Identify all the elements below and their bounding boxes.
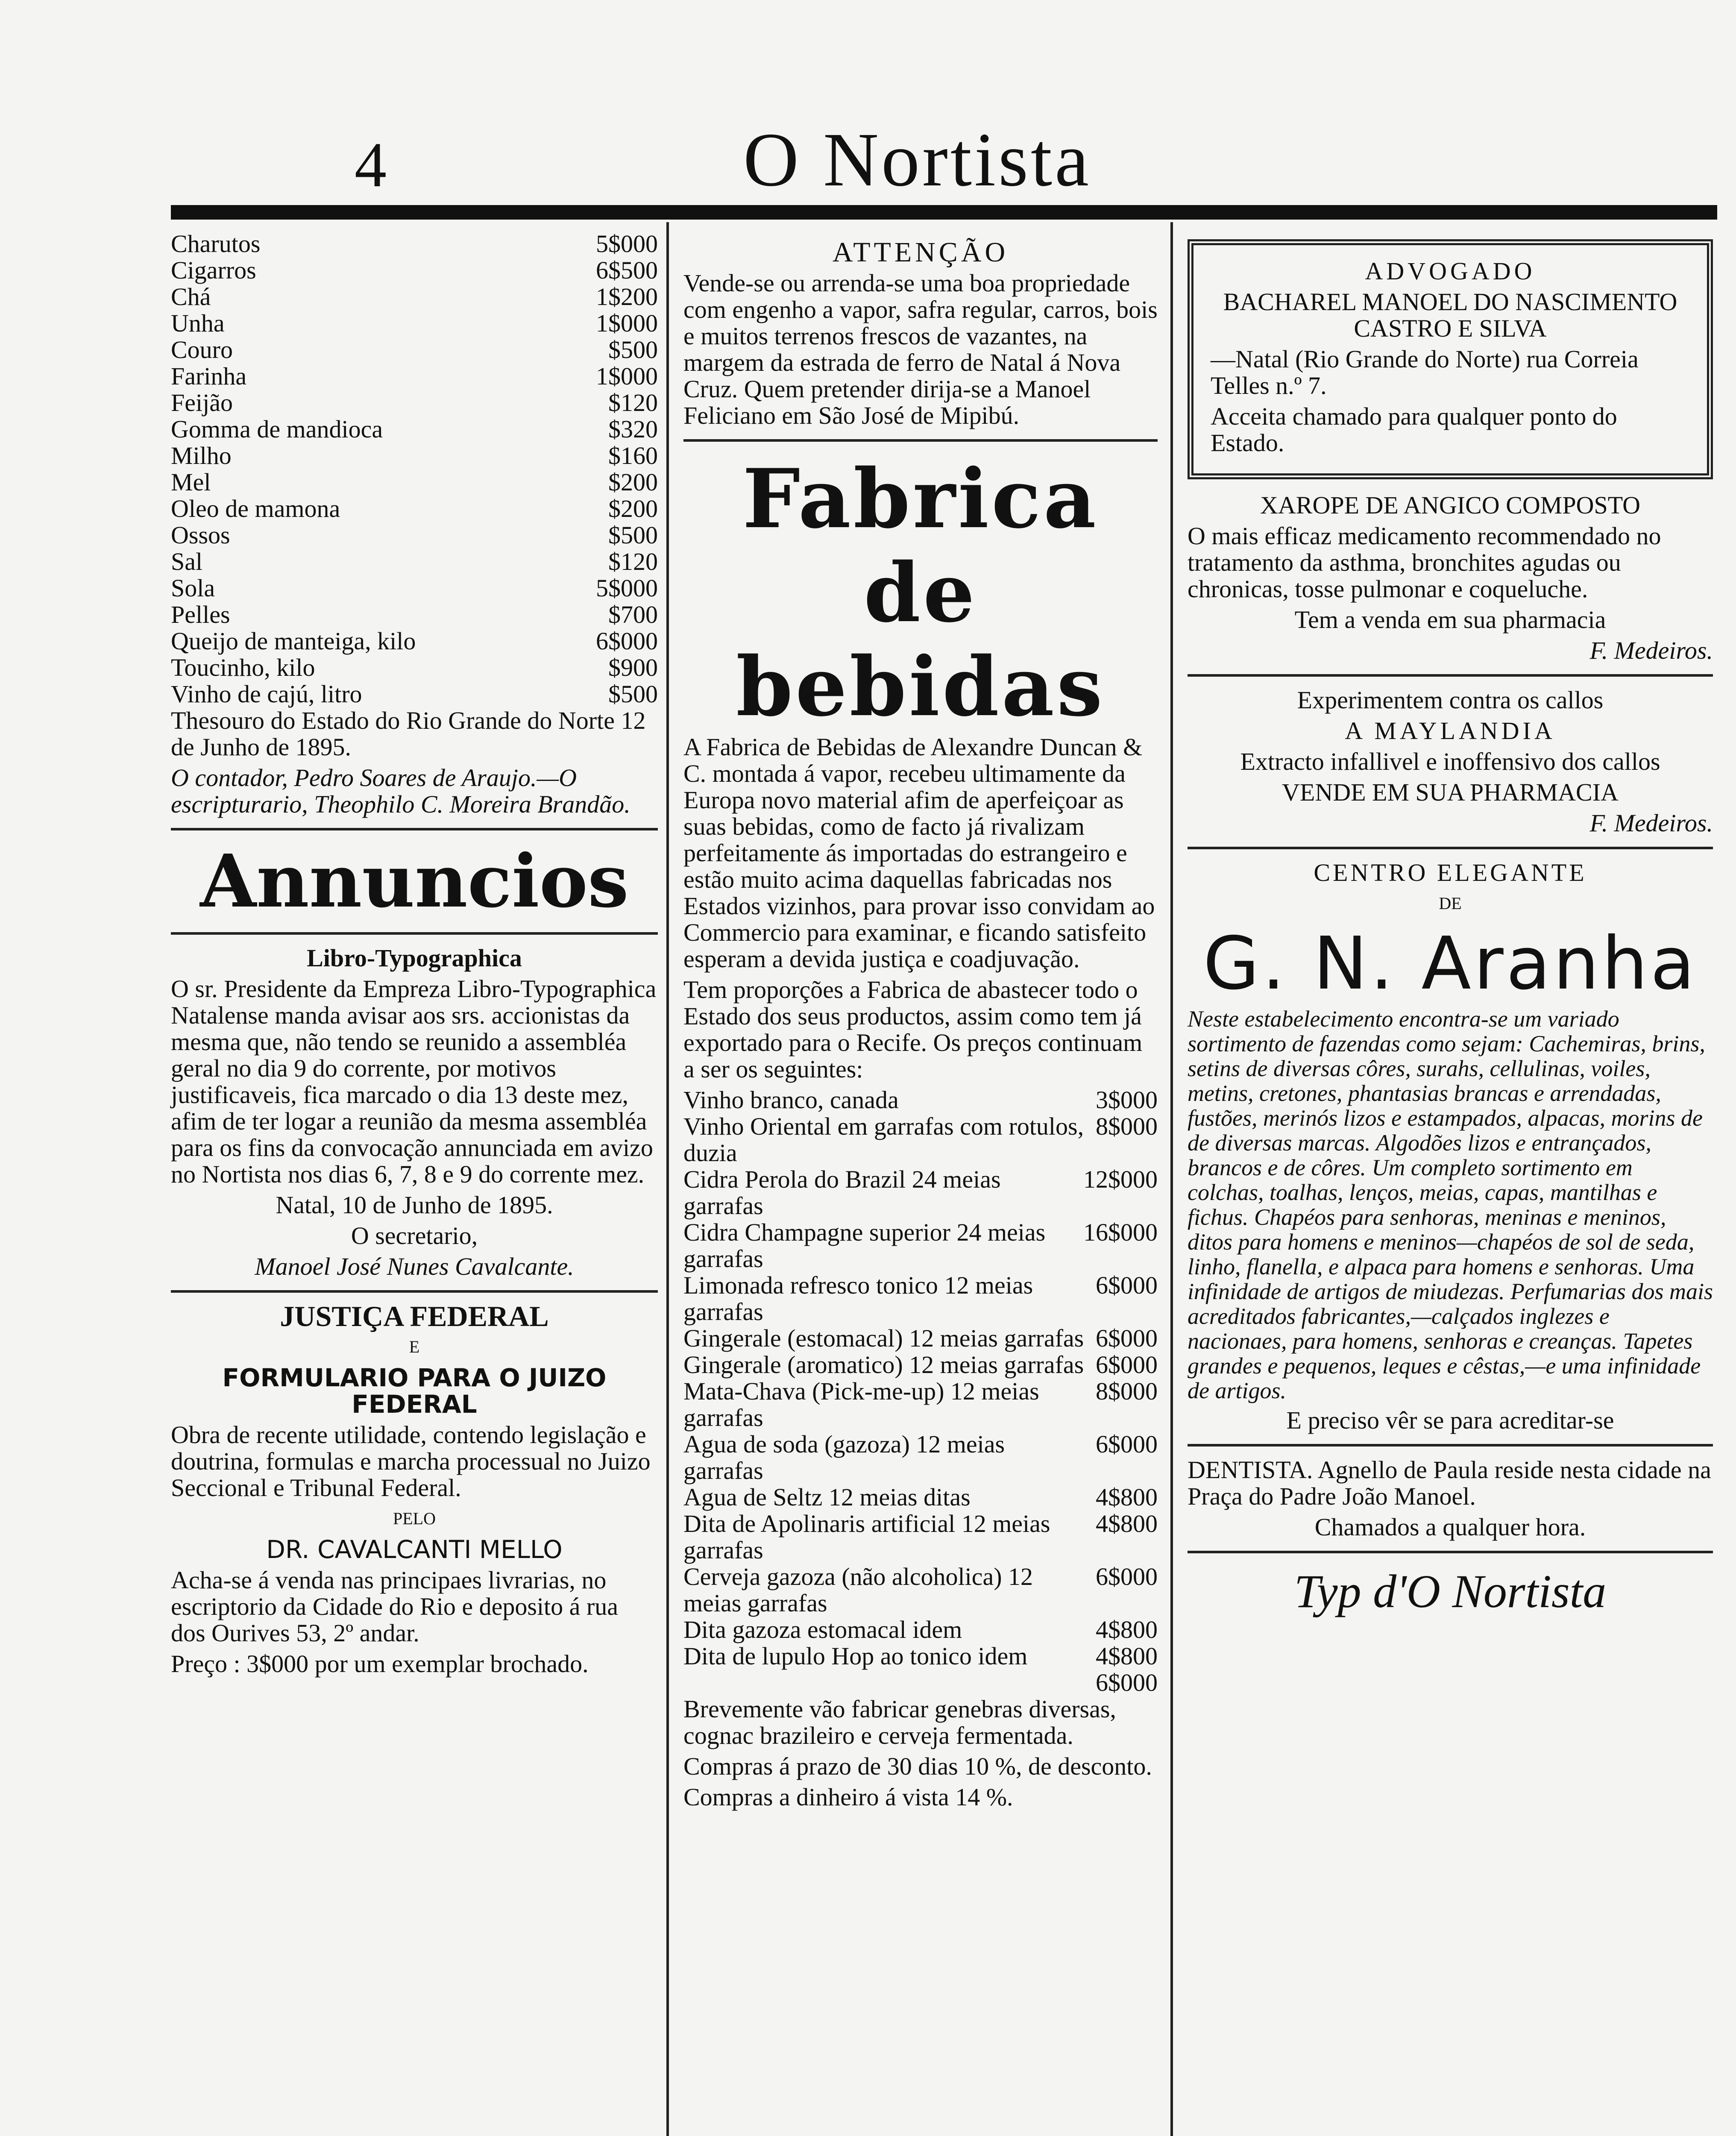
price-row: Toucinho, kilo $900: [171, 654, 658, 681]
price-row: Vinho de cajú, litro $500: [171, 680, 658, 708]
maylandia-line-2: A MAYLANDIA: [1345, 717, 1556, 745]
maylandia-line-4: VENDE EM SUA PHARMACIA: [1282, 778, 1619, 806]
drinks-list: [683, 1087, 1158, 1696]
price-row: Farinha 1$000: [171, 362, 658, 390]
section-rule: [171, 932, 658, 935]
centro-body: Neste estabelecimento encontra-se um variado sortimento de fazendas como sejam: Cachemiras, brins, setins de diversas côres, surahs, cellulinas, voiles, metins, cretones, phantasias brancas e arrendadas, fustões, merinós lizos e estampados, alpacas, morins de de diversas marcas. Algodões lizos e entrançados, brancos e de côres. Um completo sortimento em colchas, toalhas, lenços, meias, capas, mantilhas e fichus. Chapéos para senhoras, meninas e meninos, ditos para homens e meninos—chapéos de sol de seda, linho, flanella, e alpaca para homens e senhoras. Uma infinidade de artigos de miudezas. Perfumarias dos mais acreditados fabricantes,—calçados inglezes e nacionaes, para homens, senhoras e creanças. Tapetes grandes e pequenos, leques e cêstas,—e uma infinidade de artigos.: [1188, 1006, 1713, 1403]
centro-footer: E preciso vêr se para acreditar-se: [1286, 1406, 1614, 1434]
page-number: 4: [355, 129, 387, 200]
xarope-title: XAROPE DE ANGICO COMPOSTO: [1260, 491, 1640, 519]
dentista-ad: DENTISTA. Agnello de Paula reside nesta cidade na Praça do Padre João Manoel.: [1188, 1456, 1711, 1510]
drink-row: Dita de lupulo Hop ao tonico idem 4$800: [683, 1642, 1158, 1670]
drink-row: Cidra Perola do Brazil 24 meias garrafas 12$000: [683, 1165, 1158, 1220]
section-rule: [683, 439, 1158, 442]
libro-date: Natal, 10 de Junho de 1895.: [276, 1191, 553, 1219]
price-row: Chá 1$200: [171, 283, 658, 311]
price-row: Unha 1$000: [171, 309, 658, 337]
maylandia-signature: F. Medeiros.: [1589, 809, 1713, 837]
price-row: Sola 5$000: [171, 574, 658, 602]
sale-info: Acha-se á venda nas principaes livrarias, no escriptorio da Cidade do Rio e deposito á rua dos Ourives 53, 2º andar.: [171, 1566, 618, 1647]
section-rule: [1188, 674, 1713, 677]
formulario-title: FORMULARIO PARA O JUIZO FEDERAL: [222, 1363, 607, 1419]
vista-terms: Compras a dinheiro á vista 14 %.: [683, 1783, 1013, 1811]
price-row: Charutos 5$000: [171, 230, 658, 258]
price-row: Milho $160: [171, 442, 658, 469]
fabrica-body-2: Tem proporções a Fabrica de abastecer todo o Estado dos seus productos, assim como tem já exportado para o Recife. Os preços continuam a ser os seguintes:: [683, 976, 1143, 1083]
xarope-sale: Tem a venda em sua pharmacia: [1294, 606, 1606, 634]
book-price: Preço : 3$000 por um exemplar brochado.: [171, 1650, 589, 1678]
price-row: Mel $200: [171, 468, 658, 496]
section-rule: [171, 828, 658, 830]
price-row: Gomma de mandioca $320: [171, 415, 658, 443]
section-rule: [1188, 1444, 1713, 1446]
aranha-name: G. N. Aranha: [1203, 921, 1698, 1006]
drink-row: Gingerale (aromatico) 12 meias garrafas 6$000: [683, 1351, 1158, 1379]
drink-row: Cerveja gazoza (não alcoholica) 12 meias garrafas 6$000: [683, 1563, 1158, 1617]
column-divider-1: [666, 222, 669, 2136]
price-row: Ossos $500: [171, 521, 658, 549]
drink-row: Vinho branco, canada 3$000: [683, 1086, 1158, 1114]
section-rule: [1188, 1551, 1713, 1553]
pelo-label: PELO: [393, 1509, 436, 1528]
drink-row: Dita gazoza estomacal idem 4$800: [683, 1616, 1158, 1643]
drink-row: 6$000: [1096, 1669, 1158, 1696]
drink-row: Dita de Apolinaris artificial 12 meias garrafas 4$800: [683, 1510, 1158, 1564]
dentista-hours: Chamados a qualquer hora.: [1314, 1513, 1586, 1541]
column-divider-2: [1170, 222, 1173, 2136]
author-name: DR. CAVALCANTI MELLO: [266, 1535, 563, 1564]
column-2: [683, 239, 1158, 1815]
annuncios-heading: Annuncios: [200, 839, 629, 924]
price-row: Cigarros 6$500: [171, 256, 658, 284]
advogado-body: —Natal (Rio Grande do Norte) rua Correia Telles n.º 7.: [1211, 345, 1639, 399]
drink-row: Agua de soda (gazoza) 12 meias garrafas 6$000: [683, 1430, 1158, 1485]
attencao-body: Vende-se ou arrenda-se uma boa propriedade com engenho a vapor, safra regular, carros, bois e muitos terrenos frescos de vazantes, na margem da estrada de ferro de Natal á Nova Cruz. Quem pretender dirija-se a Manoel Feliciano em São José de Mipibú.: [683, 269, 1158, 429]
prazo-terms: Compras á prazo de 30 dias 10 %, de desconto.: [683, 1752, 1152, 1780]
justica-e: E: [409, 1337, 420, 1356]
justica-title: JUSTIÇA FEDERAL: [280, 1300, 549, 1332]
price-list: [171, 231, 658, 707]
price-row: Couro $500: [171, 336, 658, 364]
column-1: [171, 231, 658, 1681]
centro-title: CENTRO ELEGANTE: [1314, 859, 1587, 886]
price-row: Pelles $700: [171, 601, 658, 628]
column-3: [1188, 239, 1713, 1623]
price-row: Feijão $120: [171, 389, 658, 417]
drink-row: Cidra Champagne superior 24 meias garrafas 16$000: [683, 1218, 1158, 1273]
advogado-title: ADVOGADO: [1365, 257, 1536, 285]
masthead-title: O Nortista: [743, 117, 1091, 202]
drink-row: Mata-Chava (Pick-me-up) 12 meias garrafas 8$000: [683, 1377, 1158, 1432]
price-row: Queijo de manteiga, kilo 6$000: [171, 627, 658, 655]
treasury-footer: Thesouro do Estado do Rio Grande do Norte 12 de Junho de 1895.: [171, 707, 646, 761]
xarope-body: O mais efficaz medicamento recommendado no tratamento da asthma, bronchites agudas ou chronicas, tosse pulmonar e coqueluche.: [1188, 522, 1661, 603]
libro-secretary: O secretario,: [351, 1222, 478, 1250]
xarope-signature: F. Medeiros.: [1589, 637, 1713, 664]
drink-row: Limonada refresco tonico 12 meias garrafas 6$000: [683, 1271, 1158, 1326]
fabrica-body: A Fabrica de Bebidas de Alexandre Duncan & C. montada á vapor, recebeu ultimamente da Europa novo material afim de aperfeiçoar as suas bebidas, como de facto já rivalizam perfeitamente ás importadas do estrangeiro e estão muito acima daquellas fabricadas nos Estados vizinhos, para provar isso convidam ao Commercio para examinar, e ficando satisfeito esperam a devida justiça e coadjuvação.: [683, 733, 1155, 973]
advogado-box: [1188, 239, 1713, 479]
formulario-body: Obra de recente utilidade, contendo legislação e doutrina, formulas e marcha processual no Juizo Seccional e Tribunal Federal.: [171, 1421, 651, 1502]
price-row: Sal $120: [171, 548, 658, 575]
libro-title: Libro-Typographica: [307, 944, 522, 972]
drink-row: Gingerale (estomacal) 12 meias garrafas 6$000: [683, 1324, 1158, 1352]
fabrica-footer: Brevemente vão fabricar genebras diversas, cognac brazileiro e cerveja fermentada.: [683, 1695, 1116, 1749]
drink-row: Vinho Oriental em garrafas com rotulos, duzia 8$000: [683, 1112, 1158, 1167]
section-rule: [171, 1290, 658, 1293]
libro-name: Manoel José Nunes Cavalcante.: [255, 1253, 574, 1280]
maylandia-line-1: Experimentem contra os callos: [1297, 686, 1604, 714]
attencao-title: ATTENÇÃO: [832, 237, 1009, 268]
advogado-body-2: Acceita chamado para qualquer ponto do Estado.: [1211, 402, 1617, 457]
maylandia-line-3: Extracto infallivel e inoffensivo dos callos: [1240, 748, 1660, 775]
treasury-signature: O contador, Pedro Soares de Araujo.—O escripturario, Theophilo C. Moreira Brandão.: [171, 764, 630, 818]
price-row: Oleo de mamona $200: [171, 495, 658, 522]
header-rule: [171, 205, 1717, 220]
drink-row: Agua de Seltz 12 meias ditas 4$800: [683, 1483, 1158, 1511]
libro-body: O sr. Presidente da Empreza Libro-Typographica Natalense manda avisar aos srs. accionistas da mesma que, não tendo se reunido a assembléa geral no dia 9 do corrente, por motivos justificaveis, fica marcado o dia 13 deste mez, afim de ter logar a reunião da mesma assembléa para os fins da convocação annunciada em avizo no Nortista nos dias 6, 7, 8 e 9 do corrente mez.: [171, 975, 657, 1188]
centro-de: DE: [1439, 894, 1462, 913]
fabrica-title: Fabrica de bebidas: [736, 451, 1105, 734]
section-rule: [1188, 847, 1713, 849]
typography-signature: Typ d'O Nortista: [1294, 1565, 1607, 1617]
advogado-name: BACHAREL MANOEL DO NASCIMENTO CASTRO E SILVA: [1223, 288, 1677, 342]
